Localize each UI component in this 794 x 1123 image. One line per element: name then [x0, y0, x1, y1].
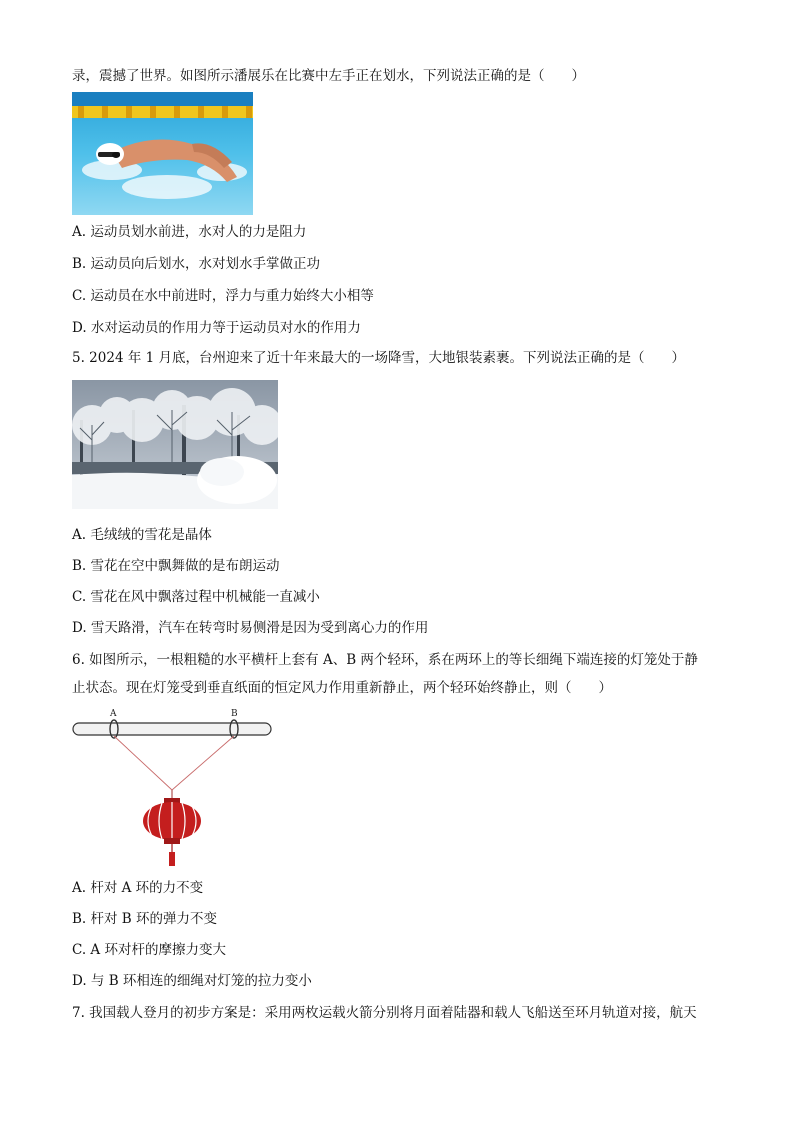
q6-option-b: B. 杆对 B 环的弹力不变	[72, 911, 218, 927]
q5-option-c: C. 雪花在风中飘落过程中机械能一直减小	[72, 589, 320, 605]
q4-option-b: B. 运动员向后划水，水对划水手掌做正功	[72, 256, 321, 272]
q6-option-c: C. A 环对杆的摩擦力变大	[72, 942, 226, 958]
lantern-diagram	[72, 704, 278, 870]
q6-option-a: A. 杆对 A 环的力不变	[72, 880, 204, 896]
q4-option-a: A. 运动员划水前进，水对人的力是阻力	[72, 224, 307, 240]
q6-stem-line2: 止状态。现在灯笼受到垂直纸面的恒定风力作用重新静止，两个轻环始终静止，则（ ）	[72, 680, 612, 696]
snow-scene-photo	[72, 380, 278, 509]
q5-stem: 5. 2024 年 1 月底，台州迎来了近十年来最大的一场降雪，大地银装素裹。下列说法正确的是（ ）	[72, 350, 685, 366]
q4-stem: 录，震撼了世界。如图所示潘展乐在比赛中左手正在划水，下列说法正确的是（ ）	[72, 68, 585, 84]
label-b: B	[231, 709, 238, 719]
q4-option-d: D. 水对运动员的作用力等于运动员对水的作用力	[72, 320, 361, 336]
q6-stem-line1: 6. 如图所示，一根粗糙的水平横杆上套有 A、B 两个轻环，系在两环上的等长细绳下端连接的灯笼处于静	[72, 652, 698, 668]
label-a: A	[110, 709, 117, 719]
q5-option-d: D. 雪天路滑，汽车在转弯时易侧滑是因为受到离心力的作用	[72, 620, 429, 636]
q5-option-b: B. 雪花在空中飘舞做的是布朗运动	[72, 558, 280, 574]
swimmer-photo	[72, 92, 253, 215]
q6-option-d: D. 与 B 环相连的细绳对灯笼的拉力变小	[72, 973, 312, 989]
q5-option-a: A. 毛绒绒的雪花是晶体	[72, 527, 212, 543]
q4-option-c: C. 运动员在水中前进时，浮力与重力始终大小相等	[72, 288, 374, 304]
q7-stem: 7. 我国载人登月的初步方案是：采用两枚运载火箭分别将月面着陆器和载人飞船送至环月轨道对接，航天	[72, 1005, 697, 1021]
